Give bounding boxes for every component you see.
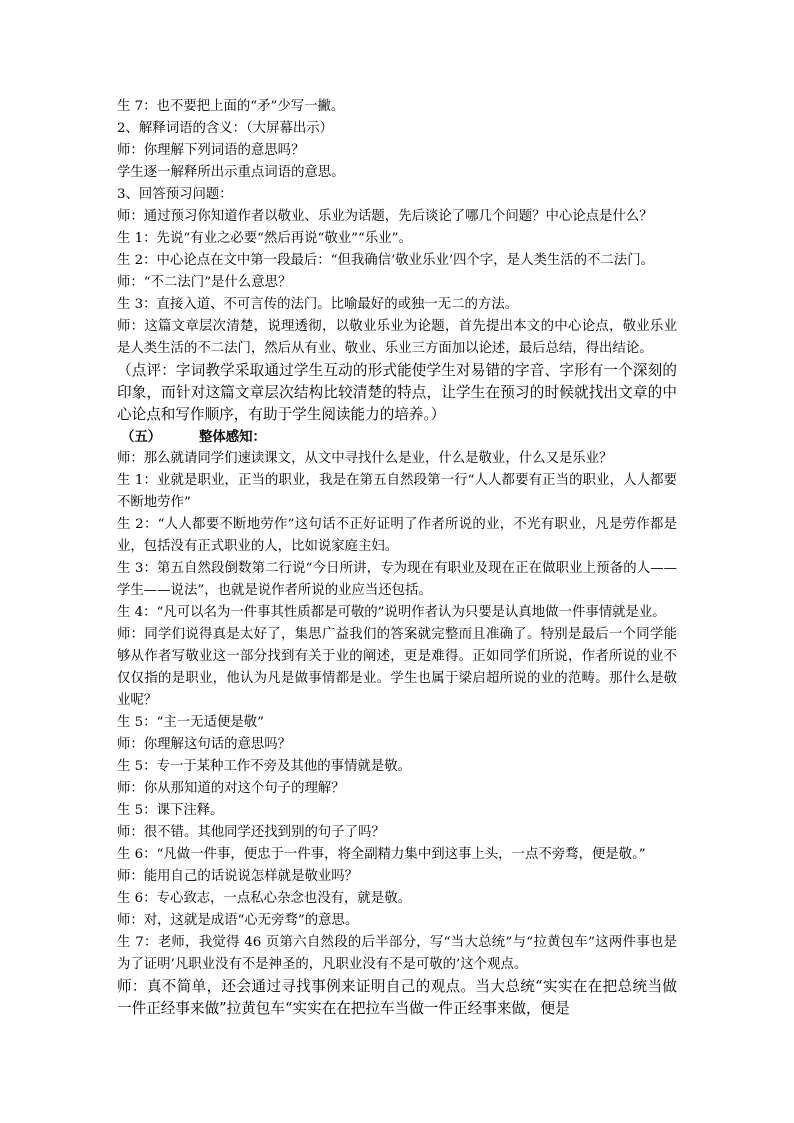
section-title: 整体感知： [199,429,266,445]
paragraph: 生 4：“凡可以名为一件事其性质都是可敬的”说明作者认为只要是认真地做一件事情就是业。 [117,605,666,620]
paragraph: 生 7：也不要把上面的“矛”少写一撇。 [117,99,345,114]
paragraph: 生 3：直接入道、不可言传的法门。比喻最好的或独一无二的方法。 [117,297,519,312]
paragraph: 生 5：“主一无适便是敬” [117,715,264,730]
paragraph: 生 7：老师，我觉得 46 页第六自然段的后半部分，写“当大总统”与“拉黄包车”这两件事也是为了证明’凡职业没有不是神圣的，凡职业没有不是可敬的’这个观点。 [117,935,677,972]
paragraph: 师：你从那知道的对这个句子的理解？ [117,781,345,796]
paragraph: 学生逐一解释所出示重点词语的意思。 [117,165,345,180]
paragraph: 师：“不二法门”是什么意思？ [117,275,292,290]
paragraph: 生 2：中心论点在文中第一段最后：“但我确信‘敬业乐业’四个字，是人类生活的不二法门。 [117,253,654,268]
paragraph: 生 6：“凡做一件事，便忠于一件事，将全副精力集中到这事上头，一点不旁骛，便是敬。” [117,847,646,862]
paragraph: 师：真不简单，还会通过寻找事例来证明自己的观点。当大总统“实实在在把总统当做一件正经事来做”拉黄包车“实实在在把拉车当做一件正经事来做，便是 [117,978,677,1017]
paragraph: 师：很不错。其他同学还找到别的句子了吗？ [117,825,385,840]
paragraph: 生 5：课下注释。 [117,803,224,818]
paragraph: 生 2：“人人都要不断地劳作”这句话不正好证明了作者所说的业，不光有职业，凡是劳作都是业，包括没有正式职业的人，比如说家庭主妇。 [117,517,677,554]
section-heading-preview-questions: 3、回答预习问题： [117,187,233,202]
commentary-paragraph: （点评：字词教学采取通过学生互动的形式能使学生对易错的字音、字形有一个深刻的印象，而针对这篇文章层次结构比较清楚的特点，让学生在预习的时候就找出文章的中心论点和写作顺序，有助于学生阅读能力的培养。） [117,362,677,423]
paragraph: 生 1：业就是职业，正当的职业，我是在第五自然段第一行“人人都要有正当的职业，人人都要不断地劳作” [117,473,677,510]
paragraph: 师：你理解下列词语的意思吗？ [117,143,305,158]
paragraph: 师：通过预习你知道作者以敬业、乐业为话题，先后谈论了哪几个问题？中心论点是什么？ [117,209,653,224]
paragraph: 师：同学们说得真是太好了，集思广益我们的答案就完整而且准确了。特别是最后一个同学能够从作者写敬业这一部分找到有关于业的阐述，更是难得。正如同学们所说，作者所说的业不仅仅指的是职业，他认为凡是做事情都是业。学生也属于梁启超所说的业的范畴。那什么是敬业呢？ [117,627,677,708]
section-heading-overall [117,426,677,448]
paragraph: 生 1：先说“有业之必要“然后再说“敬业”“乐业”。 [117,231,412,246]
paragraph: 生 6：专心致志，一点私心杂念也没有，就是敬。 [117,891,411,906]
paragraph: 师：你理解这句话的意思吗？ [117,737,292,752]
document-body [117,96,677,1020]
paragraph: 师：能用自己的话说说怎样就是敬业吗？ [117,869,359,884]
section-number: （五） [121,429,162,445]
section-heading-explain-words: 2、解释词语的含义：（大屏幕出示） [117,121,334,136]
paragraph: 师：这篇文章层次清楚，说理透彻，以敬业乐业为论题，首先提出本文的中心论点，敬业乐业是人类生活的不二法门，然后从有业、敬业、乐业三方面加以论述，最后总结，得出结论。 [117,319,677,356]
paragraph: 师：对，这就是成语“心无旁骛”的意思。 [117,913,359,928]
paragraph: 师：那么就请同学们速读课文，从文中寻找什么是业，什么是敬业，什么又是乐业？ [117,451,613,466]
paragraph: 生 5：专一于某种工作不旁及其他的事情就是敬。 [117,759,411,774]
paragraph: 生 3：第五自然段倒数第二行说“今日所讲，专为现在有职业及现在正在做职业上预备的人——学生——说法”，也就是说作者所说的业应当还包括。 [117,561,677,598]
